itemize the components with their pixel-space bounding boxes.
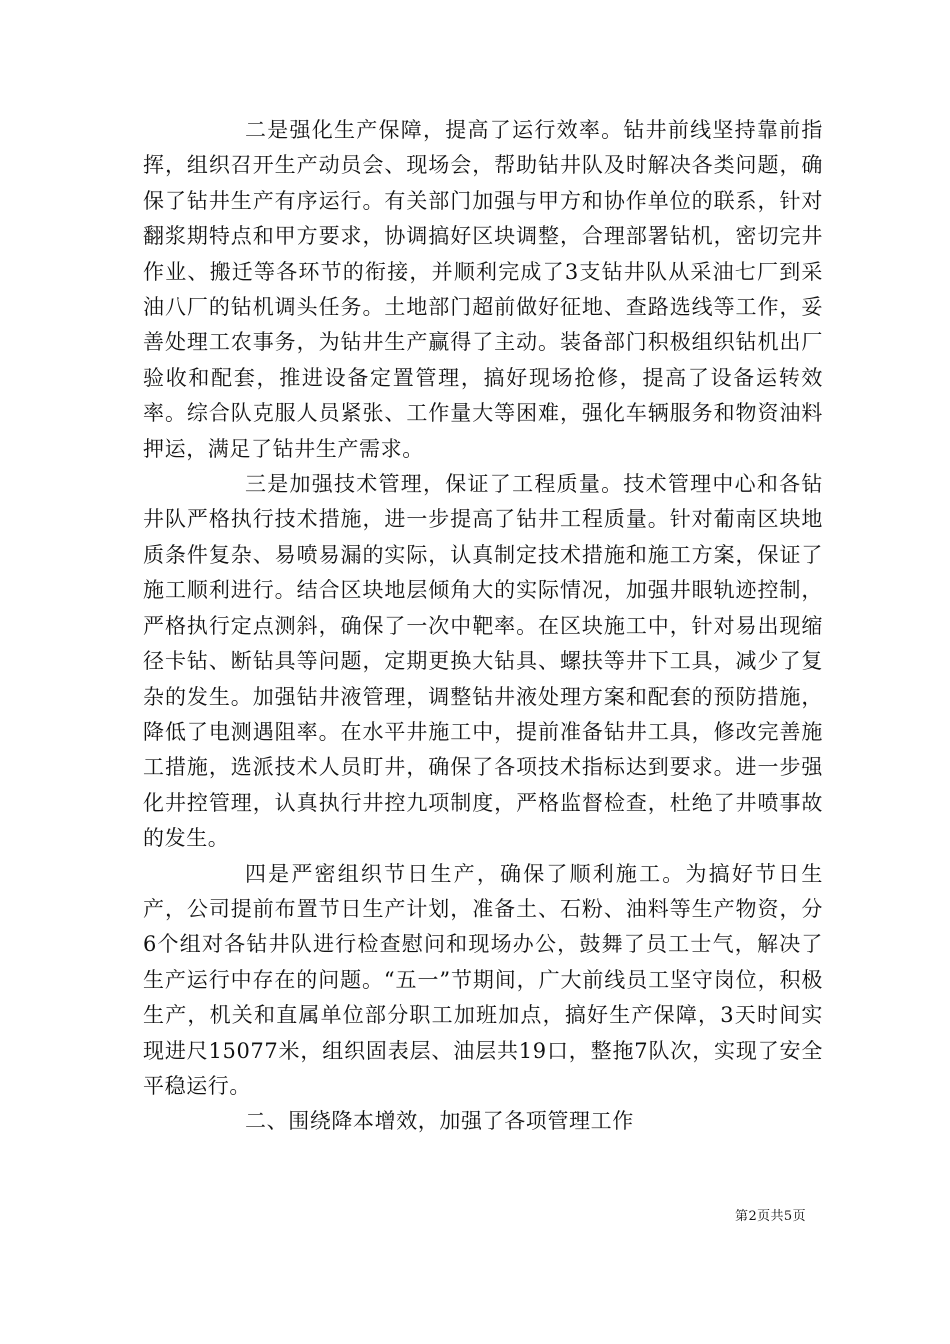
paragraph-production-guarantee: 二是强化生产保障，提高了运行效率。钻井前线坚持靠前指挥，组织召开生产动员会、现场会，帮助钻井队及时解决各类问题，确保了钻井生产有序运行。有关部门加强与甲方和协作单位的联系，针对翻浆期特点和甲方要求，协调搞好区块调整，合理部署钻机，密切完井作业、搬迁等各环节的衔接，并顺利完成了3支钻井队从采油七厂到采油八厂的钻机调头任务。土地部门超前做好征地、查路选线等工作，妥善处理工农事务，为钻井生产赢得了主动。装备部门积极组织钻机出厂验收和配套，推进设备定置管理，搞好现场抢修，提高了设备运转效率。综合队克服人员紧张、工作量大等困难，强化车辆服务和物资油料押运，满足了钻井生产需求。 — [143, 118, 823, 461]
page-number-footer: 第2页共5页 — [735, 1209, 806, 1224]
section-heading: 二、围绕降本增效，加强了各项管理工作 — [245, 1109, 634, 1134]
paragraph-technical-management: 三是加强技术管理，保证了工程质量。技术管理中心和各钻井队严格执行技术措施，进一步提高了钻井工程质量。针对葡南区块地质条件复杂、易喷易漏的实际，认真制定技术措施和施工方案，保证了施工顺利进行。结合区块地层倾角大的实际情况，加强井眼轨迹控制，严格执行定点测斜，确保了一次中靶率。在区块施工中，针对易出现缩径卡钻、断钻具等问题，定期更换大钻具、螺扶等井下工具，减少了复杂的发生。加强钻井液管理，调整钻井液处理方案和配套的预防措施，降低了电测遇阻率。在水平井施工中，提前准备钻井工具，修改完善施工措施，选派技术人员盯井，确保了各项技术指标达到要求。进一步强化井控管理，认真执行井控九项制度，严格监督检查，杜绝了井喷事故的发生。 — [143, 472, 823, 851]
paragraph-holiday-production: 四是严密组织节日生产，确保了顺利施工。为搞好节日生产，公司提前布置节日生产计划，准备土、石粉、油料等生产物资，分6个组对各钻井队进行检查慰问和现场办公，鼓舞了员工士气，解决了生产运行中存在的问题。“五一”节期间，广大前线员工坚守岗位，积极生产，机关和直属单位部分职工加班加点，搞好生产保障，3天时间实现进尺15077米，组织固表层、油层共19口，整拖7队次，实现了安全平稳运行。 — [143, 861, 823, 1098]
document-body — [143, 113, 823, 1140]
